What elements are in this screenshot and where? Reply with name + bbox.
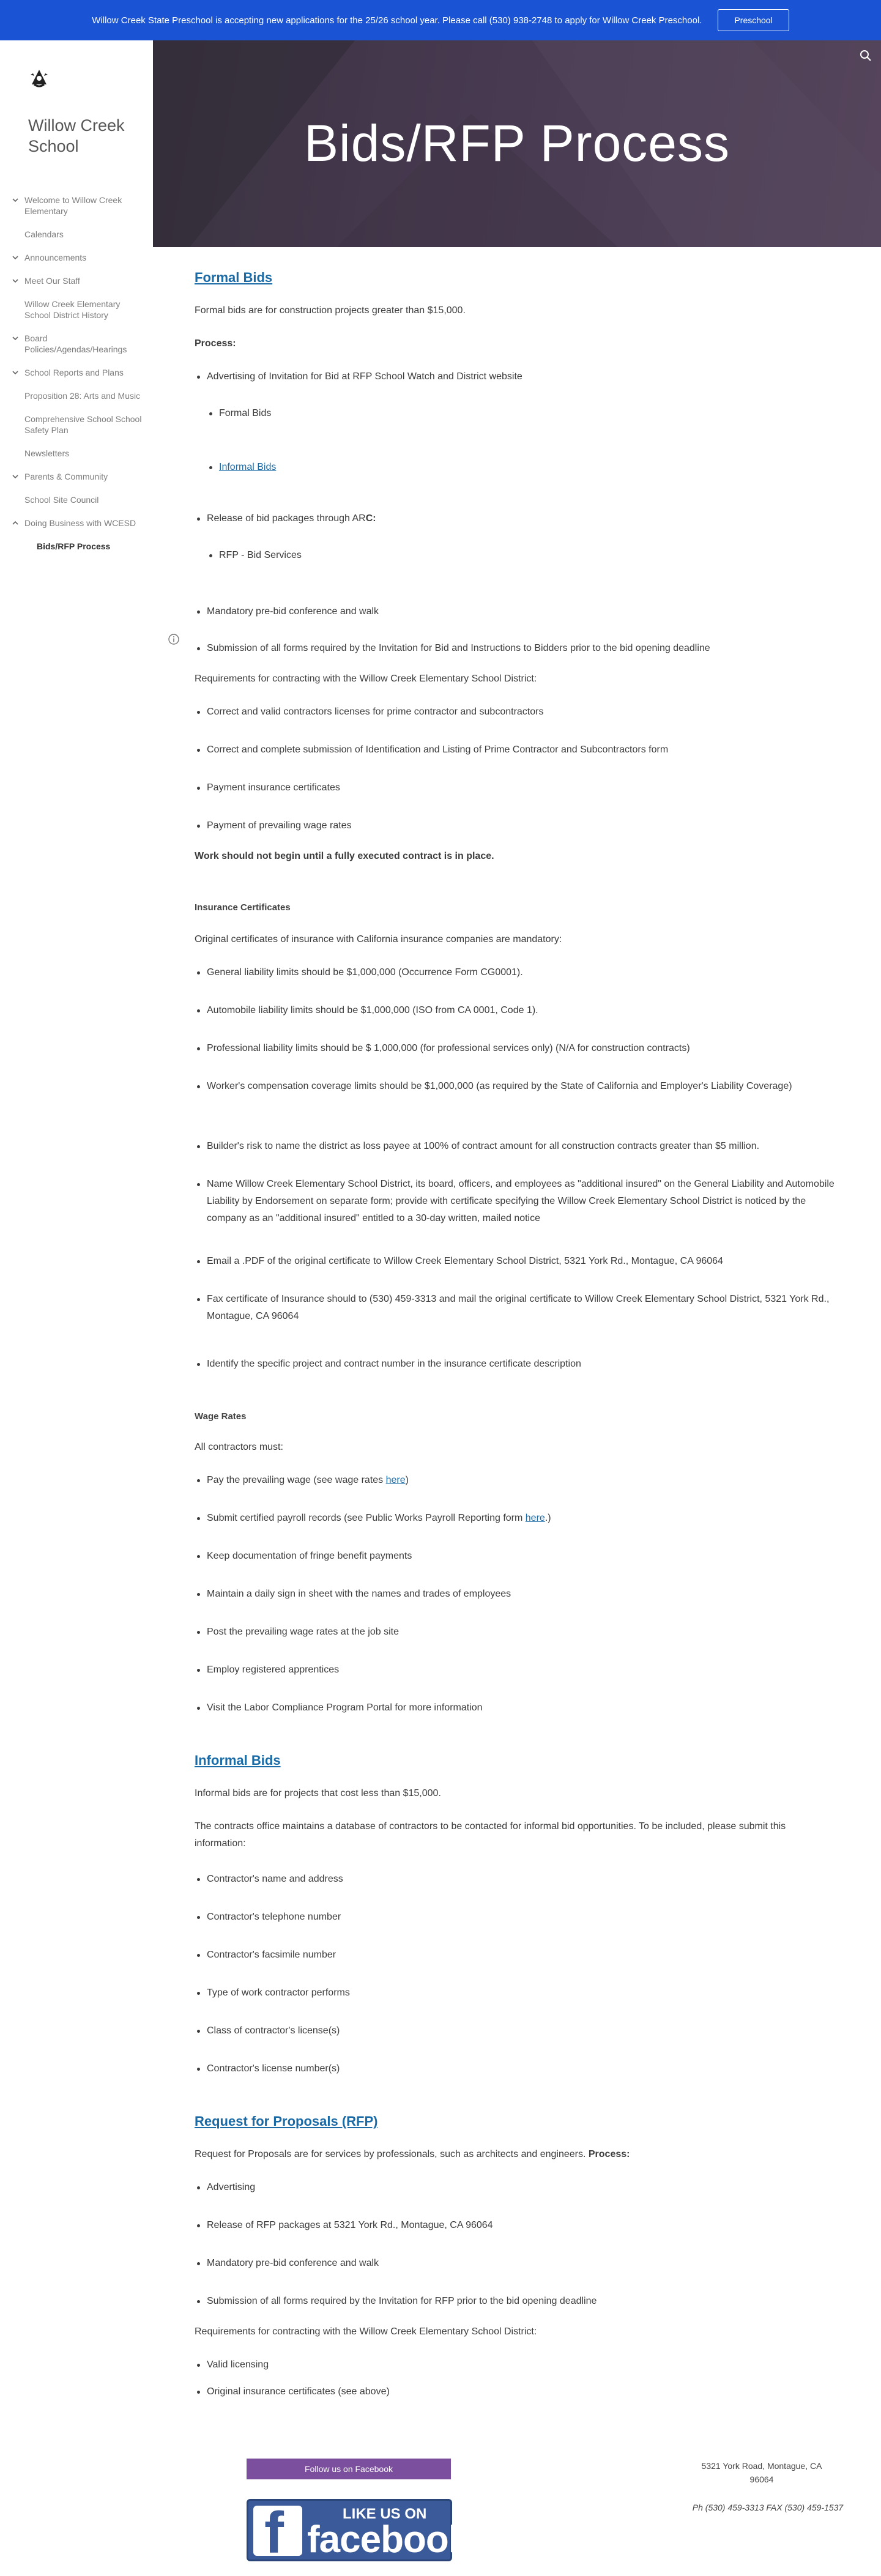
informal-bids-intro: Informal bids are for projects that cost less than $15,000. xyxy=(195,1788,441,1798)
preschool-button[interactable]: Preschool xyxy=(718,9,789,31)
sidebar-item-bids-rfp[interactable] xyxy=(0,541,153,552)
facebook-like-us-text: LIKE US ON xyxy=(343,2506,427,2522)
chevron-down-icon[interactable] xyxy=(11,472,20,481)
list-item: Contractor's facsimile number xyxy=(195,1947,837,1964)
insurance-intro: Original certificates of insurance with California insurance companies are mandatory: xyxy=(195,934,562,945)
list-item xyxy=(195,459,837,476)
info-icon[interactable] xyxy=(168,633,180,645)
list-item: Advertising xyxy=(195,2179,837,2196)
sidebar-item-reports[interactable] xyxy=(0,367,153,378)
sidebar-item-label: Bids/RFP Process xyxy=(37,541,111,551)
informal-bids-description: The contracts office maintains a database of contractors to be contacted for informal bid opportunities. To be included, please submit this information: xyxy=(195,1821,786,1849)
chevron-down-icon[interactable] xyxy=(11,368,20,377)
list-item: Automobile liability limits should be $1,000,000 (ISO from CA 0001, Code 1). xyxy=(195,1002,837,1019)
insurance-heading: Insurance Certificates xyxy=(195,902,291,913)
footer-address: 5321 York Road, Montague, CA 96064 xyxy=(701,2461,822,2484)
list-item: Class of contractor's license(s) xyxy=(195,2022,837,2040)
sidebar-item-label: Calendars xyxy=(24,229,64,239)
sidebar-nav xyxy=(0,195,153,564)
school-crest-icon[interactable] xyxy=(27,66,51,91)
contract-warning: Work should not begin until a fully executed contract is in place. xyxy=(195,851,494,861)
wage-item1-prefix: Pay the prevailing wage (see wage rates xyxy=(207,1475,386,1485)
list-item: Professional liability limits should be $ 1,000,000 (for professional services only) (N/A for construction contracts) xyxy=(195,1040,837,1057)
list-item: Contractor's name and address xyxy=(195,1871,837,1888)
facebook-like-banner[interactable] xyxy=(247,2499,469,2566)
list-item: Identify the specific project and contract number in the insurance certificate description xyxy=(195,1356,837,1373)
chevron-down-icon[interactable] xyxy=(11,334,20,343)
sidebar-item-site-council[interactable] xyxy=(0,494,153,505)
sidebar-item-staff[interactable] xyxy=(0,275,153,286)
page-title: Bids/RFP Process xyxy=(304,114,730,172)
chevron-down-icon[interactable] xyxy=(11,277,20,285)
site-title[interactable]: Willow Creek School xyxy=(28,116,125,155)
list-item: Fax certificate of Insurance should to (530) 459-3313 and mail the original certificate to Willow Creek Elementary School District, 5321 York Rd., Montague, CA 96064 xyxy=(195,1291,837,1325)
list-item: Correct and valid contractors licenses for prime contractor and subcontractors xyxy=(195,703,837,721)
list-item: Correct and complete submission of Identification and Listing of Prime Contractor and Subcontractors form xyxy=(195,741,837,759)
header-banner xyxy=(153,40,881,247)
formal-bids-intro: Formal bids are for construction projects greater than $15,000. xyxy=(195,305,466,316)
rfp-intro-text: Request for Proposals are for services by professionals, such as architects and engineers. xyxy=(195,2149,589,2159)
step2-prefix: Release of bid packages through AR xyxy=(207,513,366,524)
list-item: Email a .PDF of the original certificate to Willow Creek Elementary School District, 5321 York Rd., Montague, CA 96064 xyxy=(195,1253,837,1270)
list-item: RFP - Bid Services xyxy=(195,547,837,564)
list-item: Original insurance certificates (see above) xyxy=(195,2383,837,2400)
sidebar-item-announcements[interactable] xyxy=(0,252,153,263)
chevron-down-icon[interactable] xyxy=(11,196,20,204)
list-item: Advertising of Invitation for Bid at RFP School Watch and District website xyxy=(195,368,837,385)
requirements-intro: Requirements for contracting with the Willow Creek Elementary School District: xyxy=(195,674,537,684)
list-item: Contractor's telephone number xyxy=(195,1909,837,1926)
wage-rates-heading: Wage Rates xyxy=(195,1411,247,1422)
sidebar-item-newsletters[interactable] xyxy=(0,448,153,459)
announcement-bar xyxy=(0,0,881,40)
wage-item1-suffix: ) xyxy=(405,1475,409,1485)
informal-bids-link[interactable]: Informal Bids xyxy=(219,462,277,472)
list-item: Name Willow Creek Elementary School District, its board, officers, and employees as "additional insured" on the General Liability and Automobile Liability by Endorsement on separate form; provide with certificate specifying the Willow Creek Elementary School District is noticed by the company as an "additional insured" entitled to a 30-day written, mailed notice xyxy=(195,1176,837,1227)
facebook-f-letter: f xyxy=(264,2500,284,2566)
list-item: General liability limits should be $1,000,000 (Occurrence Form CG0001). xyxy=(195,964,837,981)
process-label: Process: xyxy=(195,338,236,349)
sidebar-item-history[interactable] xyxy=(0,299,153,321)
sidebar-item-label: Newsletters xyxy=(24,448,70,458)
sidebar-item-board[interactable] xyxy=(0,333,153,355)
list-item: Post the prevailing wage rates at the job site xyxy=(195,1624,837,1641)
sidebar-item-label: Comprehensive School School Safety Plan xyxy=(24,414,142,435)
list-item xyxy=(195,1510,837,1527)
sidebar-item-label: Meet Our Staff xyxy=(24,276,80,286)
search-icon[interactable] xyxy=(859,49,872,62)
list-item: Submission of all forms required by the Invitation for RFP prior to the bid opening deadline xyxy=(195,2293,837,2310)
sidebar-item-label: Willow Creek Elementary School District History xyxy=(24,299,121,320)
list-item: Employ registered apprentices xyxy=(195,1661,837,1679)
rfp-requirements-intro: Requirements for contracting with the Willow Creek Elementary School District: xyxy=(195,2326,537,2337)
sidebar-item-parents[interactable] xyxy=(0,471,153,482)
list-item: Mandatory pre-bid conference and walk xyxy=(195,2255,837,2272)
wage-item2-prefix: Submit certified payroll records (see Public Works Payroll Reporting form xyxy=(207,1513,526,1523)
sidebar-item-label: School Reports and Plans xyxy=(24,368,124,377)
list-item: Builder's risk to name the district as loss payee at 100% of contract amount for all construction contracts greater than $5 million. xyxy=(195,1138,837,1155)
sidebar-item-prop28[interactable] xyxy=(0,390,153,401)
list-item: Keep documentation of fringe benefit payments xyxy=(195,1548,837,1565)
payroll-form-link[interactable]: here xyxy=(525,1513,545,1523)
list-item: Release of RFP packages at 5321 York Rd., Montague, CA 96064 xyxy=(195,2217,837,2234)
list-item: Contractor's license number(s) xyxy=(195,2060,837,2077)
facebook-icon xyxy=(253,2500,302,2566)
sidebar-item-label: Welcome to Willow Creek Elementary xyxy=(24,195,122,216)
list-item: Visit the Labor Compliance Program Portal for more information xyxy=(195,1699,837,1717)
list-item: Payment of prevailing wage rates xyxy=(195,817,837,834)
step2-suffix: C: xyxy=(365,513,376,524)
announcement-text: Willow Creek State Preschool is accepting new applications for the 25/26 school year. Please call (530) 938-2748 to apply for Willow Creek Preschool. xyxy=(92,15,702,26)
sidebar-item-label: Parents & Community xyxy=(24,472,108,481)
sidebar-item-calendars[interactable] xyxy=(0,229,153,240)
footer-phone: Ph (530) 459-3313 FAX (530) 459-1537 xyxy=(692,2503,844,2512)
chevron-up-icon[interactable] xyxy=(11,519,20,527)
list-item: Formal Bids xyxy=(195,405,837,422)
sidebar-item-doing-business[interactable] xyxy=(0,518,153,529)
list-item: Mandatory pre-bid conference and walk xyxy=(195,603,837,620)
rfp-heading[interactable]: Request for Proposals (RFP) xyxy=(195,2114,378,2129)
sidebar-item-label: Doing Business with WCESD xyxy=(24,518,136,528)
list-item xyxy=(195,510,837,527)
facebook-wordmark: facebook xyxy=(307,2518,469,2561)
list-item xyxy=(195,1472,837,1489)
rfp-process-label: Process: xyxy=(588,2149,630,2159)
list-item: Type of work contractor performs xyxy=(195,1984,837,2002)
formal-bids-heading[interactable]: Formal Bids xyxy=(195,270,273,285)
wage-rates-link[interactable]: here xyxy=(385,1475,406,1485)
sidebar-item-safety[interactable] xyxy=(0,414,153,436)
sidebar-item-label: Board Policies/Agendas/Hearings xyxy=(24,333,127,354)
list-item: Submission of all forms required by the Invitation for Bid and Instructions to Bidders prior to the bid opening deadline xyxy=(195,640,837,657)
wage-item2-suffix: .) xyxy=(545,1513,551,1523)
wage-rates-intro: All contractors must: xyxy=(195,1442,283,1452)
list-item: Maintain a daily sign in sheet with the names and trades of employees xyxy=(195,1586,837,1603)
informal-bids-heading[interactable]: Informal Bids xyxy=(195,1753,281,1768)
list-item: Valid licensing xyxy=(195,2356,837,2374)
list-item: Worker's compensation coverage limits should be $1,000,000 (as required by the State of California and Employer's Liability Coverage) xyxy=(195,1078,837,1095)
follow-facebook-button[interactable]: Follow us on Facebook xyxy=(247,2459,451,2479)
rfp-intro xyxy=(195,2146,837,2163)
sidebar xyxy=(0,40,153,2576)
sidebar-item-label: School Site Council xyxy=(24,495,99,505)
sidebar-item-label: Announcements xyxy=(24,253,87,262)
chevron-down-icon[interactable] xyxy=(11,253,20,262)
sidebar-item-welcome[interactable] xyxy=(0,195,153,217)
list-item: Payment insurance certificates xyxy=(195,779,837,796)
sidebar-item-label: Proposition 28: Arts and Music xyxy=(24,391,141,401)
